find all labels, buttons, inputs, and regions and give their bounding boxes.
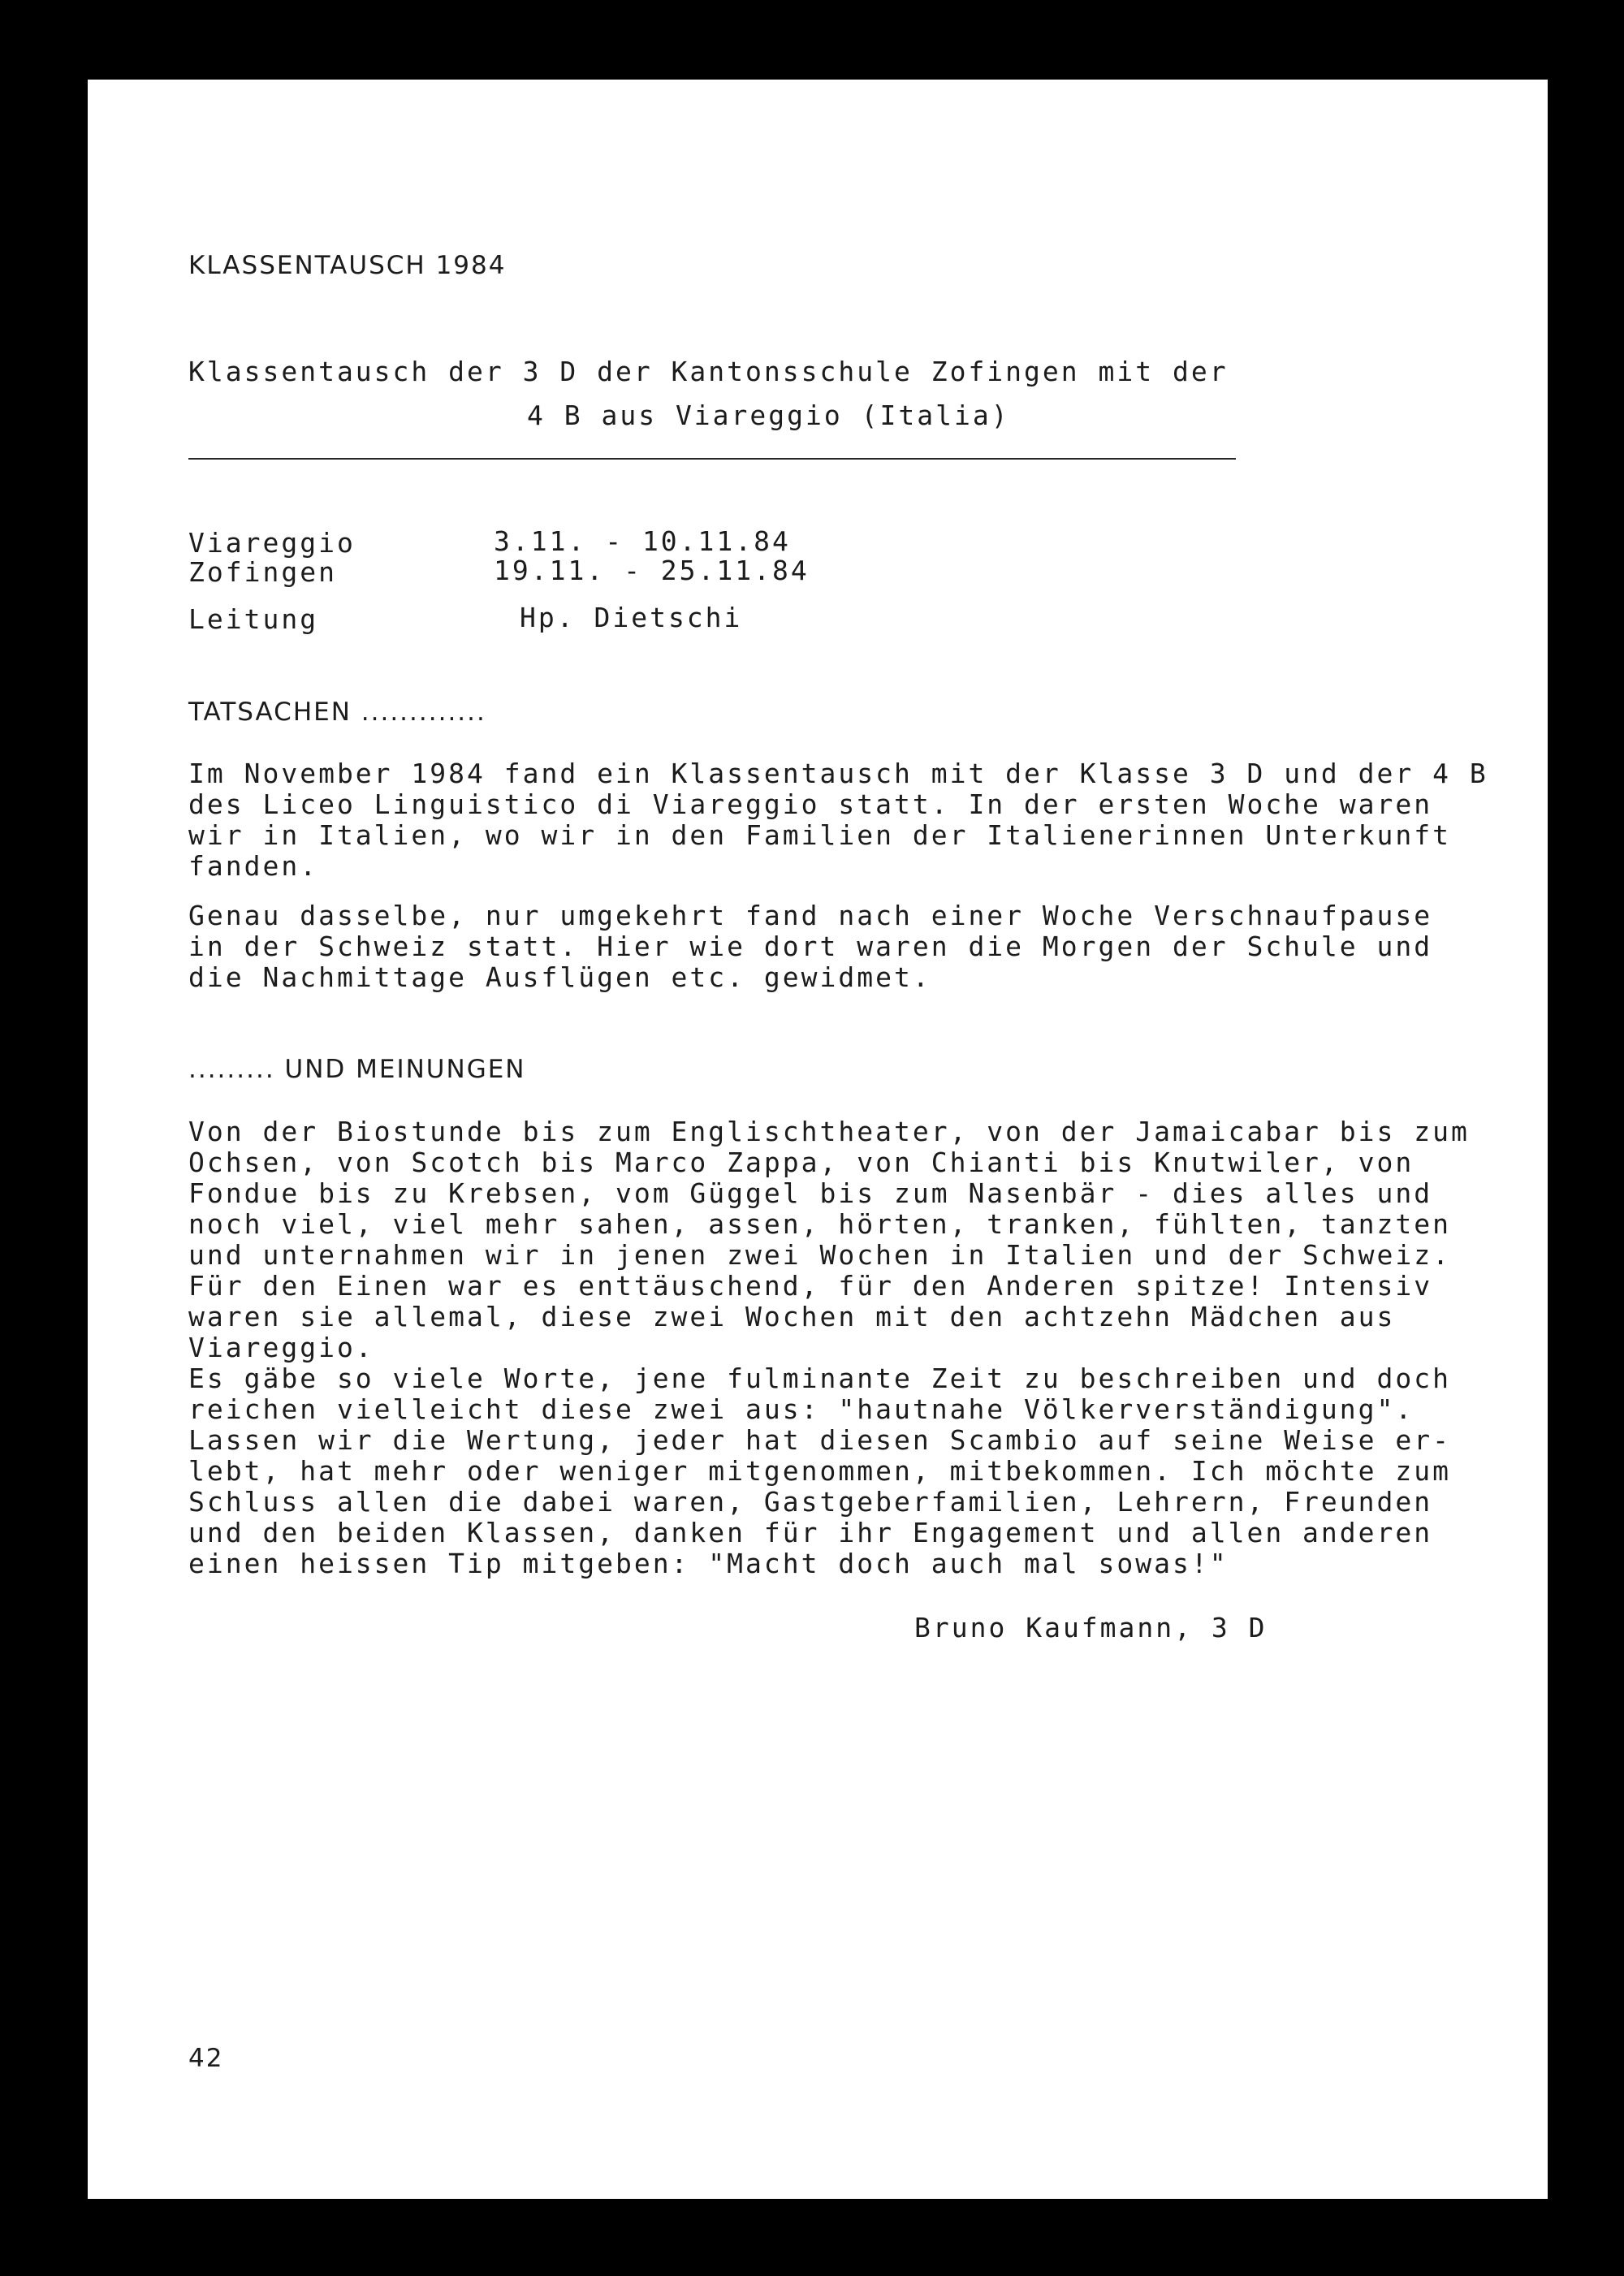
paragraph-line: und unternahmen wir in jenen zwei Wochen in Italien und der Schweiz. — [188, 1239, 1452, 1271]
paragraph-line: reichen vielleicht diese zwei aus: "hautnahe Völkerverständigung". — [188, 1393, 1415, 1425]
paragraph-line: noch viel, viel mehr sahen, assen, hörten, tranken, fühlten, tanzten — [188, 1208, 1452, 1240]
schedule-value-zofingen: 19.11. - 25.11.84 — [494, 555, 810, 586]
paragraph-line: Fondue bis zu Krebsen, vom Güggel bis zum Nasenbär - dies alles und — [188, 1177, 1433, 1209]
paragraph-line: lebt, hat mehr oder weniger mitgenommen, mitbekommen. Ich möchte zum — [188, 1455, 1452, 1487]
signature: Bruno Kaufmann, 3 D — [914, 1612, 1268, 1643]
paragraph-line: Für den Einen war es enttäuschend, für den Anderen spitze! Intensiv — [188, 1270, 1433, 1302]
paragraph-line: waren sie allemal, diese zwei Wochen mit den achtzehn Mädchen aus — [188, 1301, 1396, 1332]
document-heading: KLASSENTAUSCH 1984 — [188, 251, 507, 280]
paragraph-line: wir in Italien, wo wir in den Familien der Italienerinnen Unterkunft — [188, 819, 1452, 851]
subtitle-line-1: Klassentausch der 3 D der Kantonsschule Zofingen mit der — [188, 356, 1229, 387]
paragraph-line: und den beiden Klassen, danken für ihr Engagement und allen anderen — [188, 1517, 1433, 1548]
paragraph-line: fanden. — [188, 850, 319, 882]
paragraph-line: Viareggio. — [188, 1332, 374, 1363]
paragraph-line: Ochsen, von Scotch bis Marco Zappa, von Chianti bis Knutwiler, von — [188, 1147, 1415, 1178]
schedule-value-viareggio: 3.11. - 10.11.84 — [494, 525, 791, 557]
schedule-value-leitung: Hp. Dietschi — [520, 602, 743, 633]
paragraph-line: in der Schweiz statt. Hier wie dort waren die Morgen der Schule und — [188, 931, 1433, 962]
document-page — [88, 80, 1548, 2199]
schedule-label-leitung: Leitung — [188, 603, 319, 635]
section-heading-tatsachen: TATSACHEN ............. — [188, 697, 486, 727]
paragraph-line: Lassen wir die Wertung, jeder hat diesen Scambio auf seine Weise er- — [188, 1424, 1452, 1456]
section-heading-meinungen: ......... UND MEINUNGEN — [188, 1055, 526, 1084]
schedule-label-zofingen: Zofingen — [188, 556, 337, 588]
paragraph-line: einen heissen Tip mitgeben: "Macht doch auch mal sowas!" — [188, 1548, 1229, 1579]
paragraph-line: die Nachmittage Ausflügen etc. gewidmet. — [188, 961, 931, 993]
schedule-label-viareggio: Viareggio — [188, 527, 356, 559]
subtitle-underline — [188, 458, 1236, 460]
subtitle-line-2: 4 B aus Viareggio (Italia) — [527, 399, 1010, 431]
paragraph-line: Von der Biostunde bis zum Englischtheater, von der Jamaicabar bis zum — [188, 1116, 1470, 1147]
page-number: 42 — [188, 2044, 224, 2073]
paragraph-line: Schluss allen die dabei waren, Gastgeberfamilien, Lehrern, Freunden — [188, 1486, 1433, 1518]
paragraph-line: Genau dasselbe, nur umgekehrt fand nach einer Woche Verschnaufpause — [188, 900, 1433, 931]
paragraph-line: Es gäbe so viele Worte, jene fulminante Zeit zu beschreiben und doch — [188, 1363, 1452, 1394]
paragraph-line: des Liceo Linguistico di Viareggio statt. In der ersten Woche waren — [188, 788, 1433, 820]
paragraph-line: Im November 1984 fand ein Klassentausch mit der Klasse 3 D und der 4 B — [188, 758, 1488, 789]
